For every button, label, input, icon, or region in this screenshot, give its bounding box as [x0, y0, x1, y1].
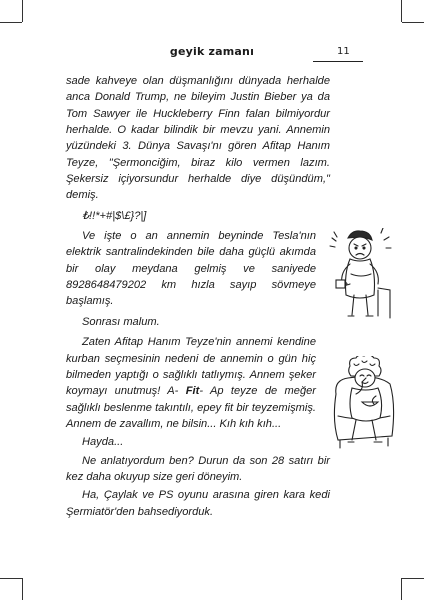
- body-text: [66, 73, 330, 520]
- header-rule: [313, 61, 363, 62]
- paragraph: Ve işte o an annemin beyninde Tesla'nın elektrik santralindekinden bile daha güçlü akımda bir olay meydana gelmiş ve saniyede 8928648479202 km hızla sayıp sövmeye başlamış.: [66, 230, 316, 308]
- angry-woman-with-teacup-illustration: [326, 228, 396, 323]
- paragraph: sade kahveye olan düşmanlığını dünyada herhalde anca Donald Trump, ne bileyim Justin Bieber ya da Tom Sawyer ile Huckleberry Finn falan bilmiyordur herhalde. O kadar bilindik bir mevzu yani. Annemin yüzündeki 3. Dünya Savaşı'nı gören Afitap Hanım Teyze, "Şermonciğim, biraz kilo vermen lazım. Şekersiz içiyorsundur herhalde diye düşündüm," demiş.: [66, 75, 330, 202]
- paragraph: Ne anlatıyordum ben? Durun da son 28 satırı bir kez daha okuyup size geri döneyim.: [66, 454, 330, 483]
- crop-mark: [402, 22, 424, 23]
- page-number: 11: [337, 46, 350, 57]
- crop-mark: [22, 578, 23, 600]
- crop-mark: [0, 22, 22, 23]
- bold-word: Fit: [185, 385, 200, 398]
- paragraph-symbols: ₺!!*+#|$\£}?|]: [82, 209, 147, 222]
- crop-mark: [402, 578, 424, 579]
- paragraph-text: - Ap teyze de meğer sağlıklı beslenme takıntılı, epey fit bir teyzemişmiş. Annem de zavallım, ne bilsin... Kıh kıh kıh...: [66, 385, 316, 430]
- paragraph: [66, 334, 316, 432]
- woman-eating-dessert-in-armchair-illustration: [332, 356, 398, 452]
- crop-mark: [401, 0, 402, 22]
- crop-mark: [401, 578, 402, 600]
- paragraph: Ha, Çaylak ve PS oyunu arasına giren kara kedi Şermiatör'den bahsediyorduk.: [66, 489, 330, 518]
- paragraph: Hayda...: [82, 436, 124, 449]
- paragraph: Sonrası malum.: [82, 315, 160, 328]
- paragraph-text: Zaten Afitap Hanım Teyze'nin annemi kendine kurban seçmesinin nedeni de annemin o gün hiç bilmeden yaptığı o sağlıklı tatlıymış. Annem şeker koymayı unutmuş! A-: [66, 336, 316, 398]
- running-header-title: geyik zamanı: [169, 45, 255, 58]
- crop-mark: [0, 578, 22, 579]
- crop-mark: [22, 0, 23, 22]
